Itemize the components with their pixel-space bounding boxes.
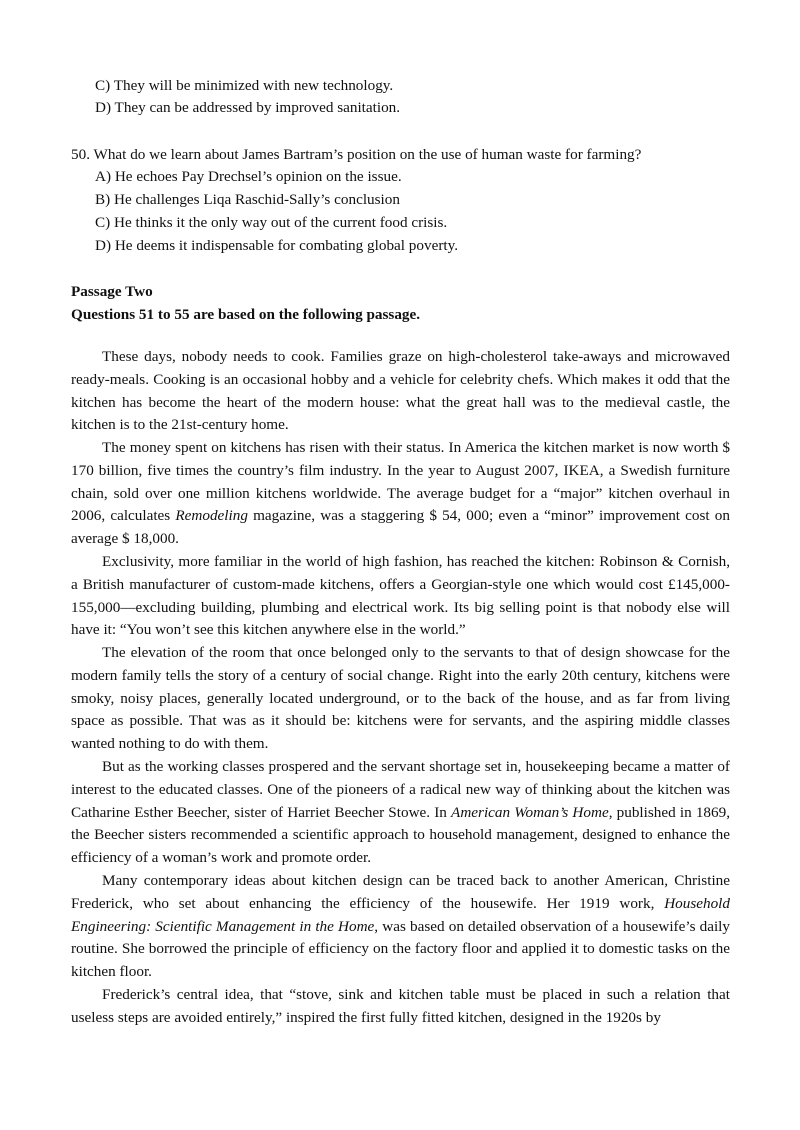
paragraph-5: But as the working classes prospered and the servant shortage set in, housekeeping became a matter of interest to the educated classes. One of the pioneers of a radical new way of thinking about the kitchen was Catharine Esther Beecher, sister of Harriet Beecher Stowe. In American Woman’s Home, published in 1869, the Beecher sisters recommended a scientific approach to household management, designed to enhance the efficiency of a woman’s work and promote order. — [71, 758, 730, 867]
paragraph-7: Frederick’s central idea, that “stove, sink and kitchen table must be placed in such a relation that useless steps are avoided entirely,” inspired the first fully fitted kitchen, designed in the 1920s by — [71, 986, 730, 1026]
paragraph-4: The elevation of the room that once belonged only to the servants to that of design showcase for the modern family tells the story of a century of social change. Right into the early 20th century, kitchens were smoky, noisy places, generally located underground, or to the back of the house, and as far from living space as possible. That was as it should be: kitchens were for servants, and the aspiring middle classes wanted nothing to do with them. — [71, 644, 730, 753]
paragraph-6: Many contemporary ideas about kitchen design can be traced back to another American, Christine Frederick, who set about enhancing the efficiency of the housewife. Her 1919 work, Household Engineering: Scientific Management in the Home, was based on detailed observation of a housewife’s daily routine. She borrowed the principle of efficiency on the factory floor and applied it to domestic tasks on the kitchen floor. — [71, 872, 731, 981]
passage-instruction: Questions 51 to 55 are based on the following passage. — [71, 306, 421, 323]
q49-option-c: C) They will be minimized with new technology. — [95, 77, 394, 94]
q50-option-c: C) He thinks it the only way out of the current food crisis. — [95, 214, 448, 231]
paragraph-1: These days, nobody needs to cook. Families graze on high-cholesterol take-aways and microwaved ready-meals. Cooking is an occasional hobby and a vehicle for celebrity chefs. Which makes it odd that the kitchen has become the heart of the modern house: what the great hall was to the medieval castle, the kitchen is to the 21st-century home. — [71, 348, 730, 434]
passage-heading: Passage Two — [71, 283, 153, 300]
q50-option-b: B) He challenges Liqa Raschid-Sally’s conclusion — [95, 191, 400, 208]
q50-option-a: A) He echoes Pay Drechsel’s opinion on the issue. — [95, 168, 402, 185]
q50-option-d: D) He deems it indispensable for combating global poverty. — [95, 237, 459, 254]
q49-option-d: D) They can be addressed by improved sanitation. — [95, 99, 401, 116]
book-title-american-womans-home: American Woman’s Home — [451, 803, 609, 821]
book-title-household-engineering: Household Engineering: Scientific Management in the Home — [71, 894, 730, 935]
paragraph-3: Exclusivity, more familiar in the world of high fashion, has reached the kitchen: Robinson & Cornish, a British manufacturer of custom-made kitchens, offers a Georgian-style one which would cost £145,000-155,000—excluding building, plumbing and electrical work. Its big selling point is that nobody else will have it: “You won’t see this kitchen anywhere else in the world.” — [71, 553, 730, 639]
paragraph-2: The money spent on kitchens has risen with their status. In America the kitchen market is now worth $ 170 billion, five times the country’s film industry. In the year to August 2007, IKEA, a Swedish furniture chain, sold over one million kitchens worldwide. The average budget for a “major” kitchen overhaul in 2006, calculates Remodeling magazine, was a staggering $ 54, 000; even a “minor” improvement cost on average $ 18,000. — [71, 439, 730, 548]
magazine-title: Remodeling — [175, 507, 248, 525]
q50-stem: 50. What do we learn about James Bartram’s position on the use of human waste for farming? — [71, 146, 642, 163]
